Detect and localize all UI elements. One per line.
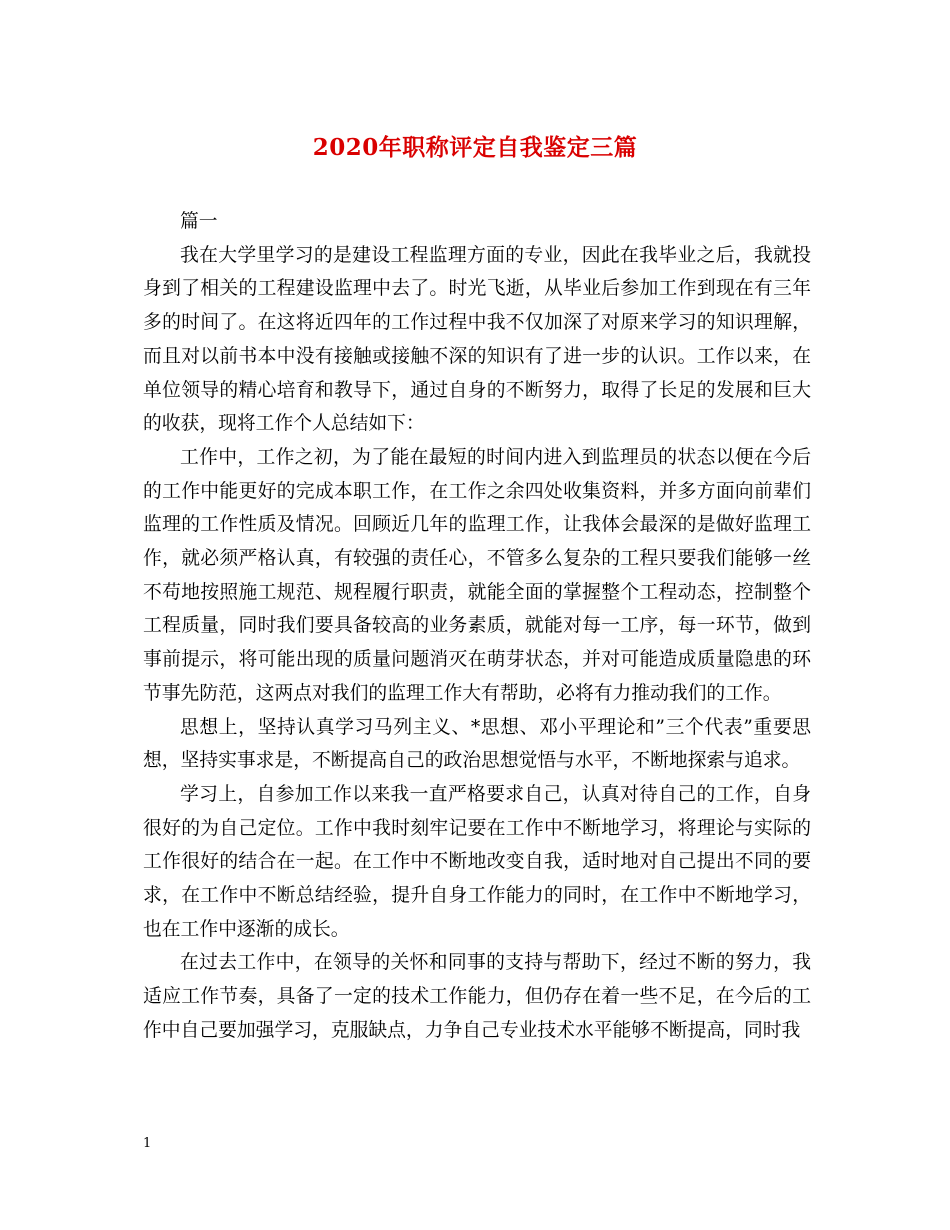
document-title: 2020年职称评定自我鉴定三篇: [312, 134, 638, 161]
paragraph-2: 工作中，工作之初，为了能在最短的时间内进入到监理员的状态以便在今后的工作中能更好的完成本职工作，在工作之余四处收集资料，并多方面向前辈们监理的工作性质及情况。回顾近几年的监理工作，让我体会最深的是做好监理工作，就必须严格认真，有较强的责任心，不管多么复杂的工程只要我们能够一丝不苟地按照施工规范、规程履行职责，就能全面的掌握整个工程动态，控制整个工程质量，同时我们要具备较高的业务素质，就能对每一工序，每一环节，做到事前提示，将可能出现的质量问题消灭在萌芽状态，并对可能造成质量隐患的环节事先防范，这两点对我们的监理工作大有帮助，必将有力推动我们的工作。: [143, 446, 811, 704]
paragraph-4: 学习上，自参加工作以来我一直严格要求自己，认真对待自己的工作，自身很好的为自己定位。工作中我时刻牢记要在工作中不断地学习，将理论与实际的工作很好的结合在一起。在工作中不断地改变自我，适时地对自己提出不同的要求，在工作中不断总结经验，提升自身工作能力的同时，在工作中不断地学习，也在工作中逐渐的成长。: [143, 783, 811, 940]
paragraph-3: 思想上，坚持认真学习马列主义、*思想、邓小平理论和”三个代表”重要思想，坚持实事求是，不断提高自己的政治思想觉悟与水平，不断地探索与追求。: [143, 716, 811, 772]
page-number: 1: [143, 1136, 152, 1151]
paragraph-1: 我在大学里学习的是建设工程监理方面的专业，因此在我毕业之后，我就投身到了相关的工程建设监理中去了。时光飞逝，从毕业后参加工作到现在有三年多的时间了。在这将近四年的工作过程中我不仅加深了对原来学习的知识理解，而且对以前书本中没有接触或接触不深的知识有了进一步的认识。工作以来，在单位领导的精心培育和教导下，通过自身的不断努力，取得了长足的发展和巨大的收获，现将工作个人总结如下：: [143, 244, 811, 435]
paragraph-5: 在过去工作中，在领导的关怀和同事的支持与帮助下，经过不断的努力，我适应工作节奏，具备了一定的技术工作能力，但仍存在着一些不足，在今后的工作中自己要加强学习，克服缺点，力争自己专业技术水平能够不断提高，同时我: [143, 952, 811, 1041]
section-label: 篇一: [180, 211, 218, 232]
document-body: [143, 205, 811, 1048]
